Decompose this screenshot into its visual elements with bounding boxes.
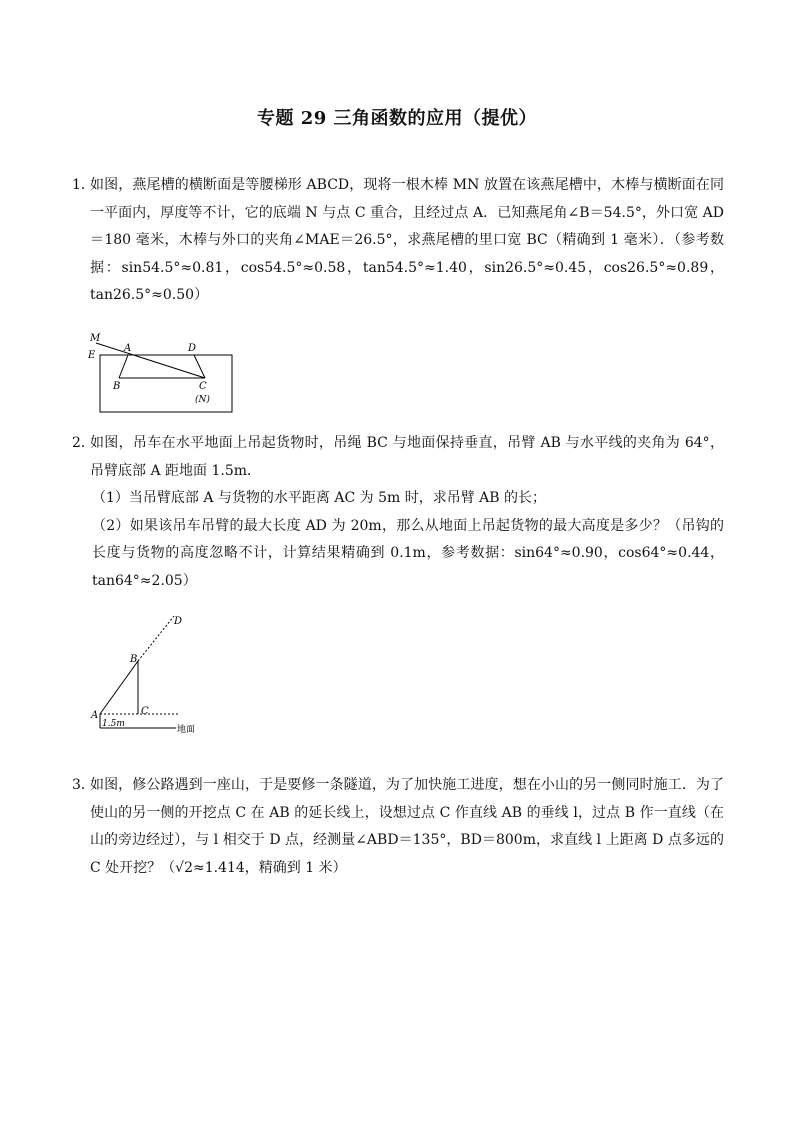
crane-diagram bbox=[88, 612, 208, 738]
label-e: E bbox=[88, 350, 96, 361]
problem-text: 如图，吊车在水平地面上吊起货物时，吊绳 BC 与地面保持垂直，吊臂 AB 与水平线的夹角为 64°，吊臂底部 A 距地面 1.5m． bbox=[90, 435, 724, 479]
arm-extension-bd bbox=[138, 616, 174, 661]
problem-1 bbox=[72, 172, 724, 310]
arm-ab bbox=[100, 661, 138, 714]
label-m: M bbox=[90, 333, 101, 344]
height-label: 1.5m bbox=[102, 719, 125, 729]
problem-number: 1． bbox=[72, 177, 95, 193]
ground-label: 地面 bbox=[177, 725, 196, 735]
label-c: C bbox=[199, 381, 207, 392]
label-n: (N) bbox=[195, 395, 210, 405]
label-a: A bbox=[124, 343, 132, 354]
problem-text: 如图，修公路遇到一座山，于是要修一条隧道，为了加快施工进度，想在小山的另一侧同时施工．为了使山的另一侧的开挖点 C 在 AB 的延长线上，设想过点 C 作直线 AB 的垂线 l，过点 B 作一直线（在山的旁边经过），与 l 相交于 D 点，经测量∠ABD＝135°，BD＝800m，求直线 l 上距离 D 点多远的 C 处开挖？（√2≈1.414，精确到 1 米） bbox=[90, 777, 724, 876]
dovetail-diagram bbox=[86, 330, 246, 414]
problem-2 bbox=[72, 430, 724, 595]
problem-number: 3． bbox=[72, 777, 95, 793]
label-d: D bbox=[174, 616, 183, 627]
label-c: C bbox=[141, 706, 149, 717]
problem-3 bbox=[72, 772, 724, 882]
sub-question-1: （1）当吊臂底部 A 与货物的水平距离 AC 为 5m 时，求吊臂 AB 的长； bbox=[92, 490, 547, 506]
sub-question-2: （2）如果该吊车吊臂的最大长度 AD 为 20m，那么从地面上吊起货物的最大高度是多少？（吊钩的长度与货物的高度忽略不计，计算结果精确到 0.1m，参考数据：sin64°≈0.90，cos64°≈0.44，tan64°≈2.05） bbox=[92, 517, 724, 589]
label-b: B bbox=[130, 654, 138, 665]
label-d: D bbox=[188, 343, 197, 354]
label-a: A bbox=[91, 710, 99, 721]
page-title: 专题 29 三角函数的应用（提优） bbox=[256, 108, 538, 129]
problem-text: 如图，燕尾槽的横断面是等腰梯形 ABCD，现将一根木棒 MN 放置在该燕尾槽中，木棒与横断面在同一平面内，厚度等不计，它的底端 N 与点 C 重合，且经过点 A．已知燕尾角∠B＝54.5°，外口宽 AD＝180 毫米，木棒与外口的夹角∠MAE＝26.5°，求燕尾槽的里口宽 BC（精确到 1 毫米）．（参考数据：sin54.5°≈0.81，cos54.5°≈0.58，tan54.5°≈1.40，sin26.5°≈0.45，cos26.5°≈0.89，tan26.5°≈0.50） bbox=[90, 177, 724, 303]
label-b: B bbox=[113, 381, 121, 392]
problem-number: 2． bbox=[72, 435, 95, 451]
